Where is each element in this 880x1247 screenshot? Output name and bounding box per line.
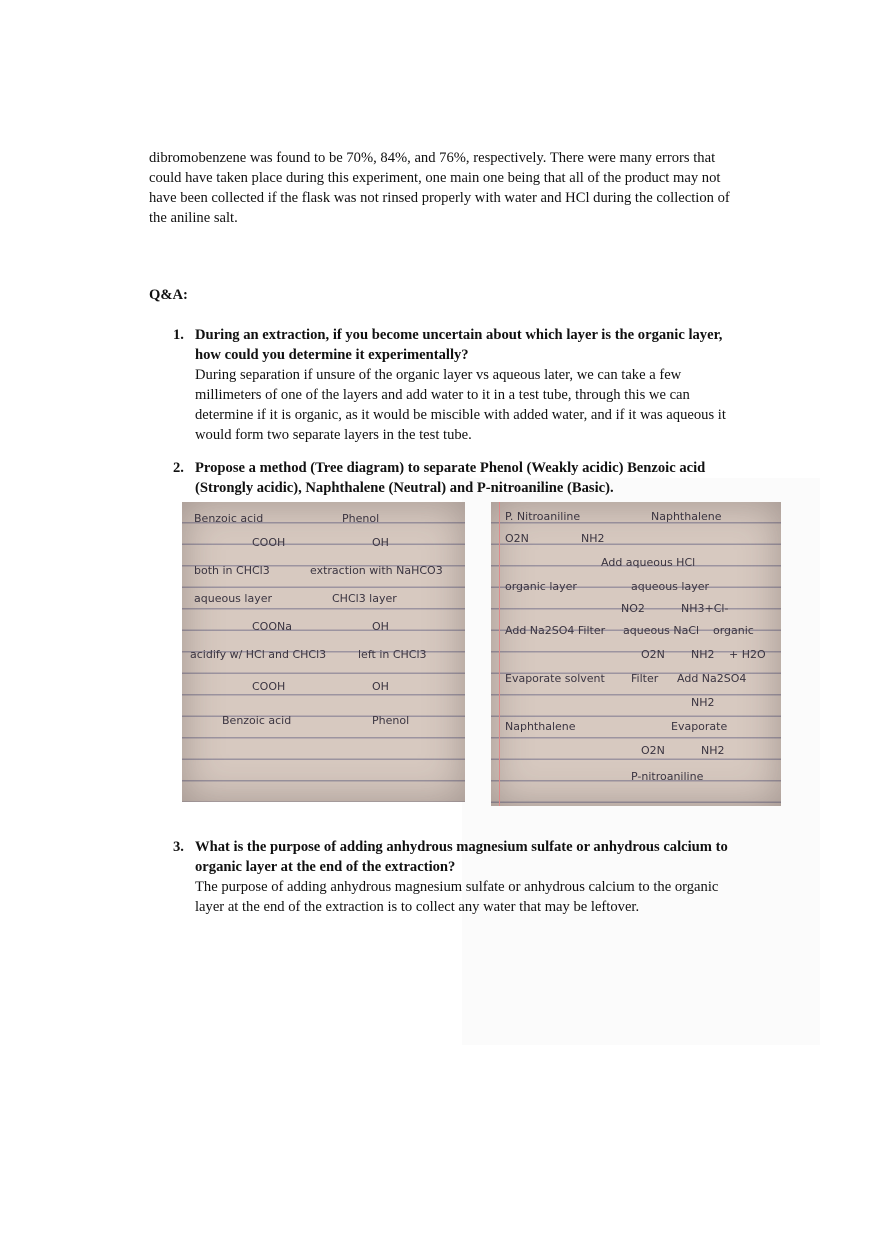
handwritten-notes-photo-right <box>491 502 781 806</box>
handwritten-label: aqueous layer <box>194 592 272 605</box>
handwritten-label: NH2 <box>581 532 605 545</box>
handwritten-label: COOH <box>252 536 286 549</box>
handwritten-label: acidify w/ HCl and CHCl3 <box>190 648 327 661</box>
handwritten-label: Filter <box>631 672 659 685</box>
question-number: 2. <box>173 460 184 476</box>
handwritten-label: NH3+Cl- <box>681 602 729 615</box>
handwritten-label: aqueous layer <box>631 580 709 593</box>
handwritten-label: organic <box>713 624 754 637</box>
handwritten-label: Naphthalene <box>505 720 576 733</box>
handwritten-label: Phenol <box>342 512 380 525</box>
handwritten-label: Add Na2SO4 Filter <box>505 624 606 637</box>
handwritten-label: COONa <box>252 620 292 633</box>
handwritten-label: NO2 <box>621 602 645 615</box>
handwritten-label: OH <box>372 680 389 693</box>
handwritten-label: Add aqueous HCl <box>601 556 696 569</box>
handwritten-label: Evaporate <box>671 720 728 733</box>
handwritten-label: NH2 <box>701 744 725 757</box>
handwritten-label: both in CHCl3 <box>194 564 270 577</box>
handwritten-notes-photo-left <box>182 502 465 802</box>
handwritten-label: left in CHCl3 <box>358 648 427 661</box>
handwritten-label: + H2O <box>729 648 766 661</box>
handwritten-label: COOH <box>252 680 286 693</box>
answer-text: During separation if unsure of the organic layer vs aqueous later, we can take a few millimeters of one of the layers and add water to it in a test tube, through this we can determine if it is organic, as it would be miscible with added water, and if it was aqueous it would form two separate layers in the test tube. <box>195 367 726 443</box>
handwritten-label: OH <box>372 620 389 633</box>
question-text: During an extraction, if you become uncertain about which layer is the organic layer, how could you determine it experimentally? <box>195 327 723 363</box>
handwritten-label: OH <box>372 536 389 549</box>
question-1 <box>149 325 739 445</box>
question-text: What is the purpose of adding anhydrous magnesium sulfate or anhydrous calcium to organic layer at the end of the extraction? <box>195 839 728 875</box>
question-number: 1. <box>173 327 184 343</box>
handwritten-label: P-nitroaniline <box>631 770 704 783</box>
handwritten-label: aqueous NaCl <box>623 624 700 637</box>
handwritten-label: NH2 <box>691 696 715 709</box>
handwritten-label: Evaporate solvent <box>505 672 605 685</box>
handwritten-label: P. Nitroaniline <box>505 510 581 523</box>
handwritten-label: O2N <box>505 532 529 545</box>
handwritten-label: CHCl3 layer <box>332 592 397 605</box>
question-2 <box>149 458 739 498</box>
question-text: Propose a method (Tree diagram) to separate Phenol (Weakly acidic) Benzoic acid (Strongly acidic), Naphthalene (Neutral) and P-nitroaniline (Basic). <box>195 460 706 496</box>
question-number: 3. <box>173 839 184 855</box>
handwritten-label: Benzoic acid <box>194 512 264 525</box>
handwritten-label: O2N <box>641 648 665 661</box>
handwritten-label: Add Na2SO4 <box>677 672 747 685</box>
answer-text: The purpose of adding anhydrous magnesium sulfate or anhydrous calcium to the organic layer at the end of the extraction is to collect any water that may be leftover. <box>195 879 719 915</box>
handwritten-label: O2N <box>641 744 665 757</box>
handwritten-label: extraction with NaHCO3 <box>310 564 443 577</box>
question-3 <box>149 837 739 917</box>
handwritten-label: Phenol <box>372 714 410 727</box>
qa-heading: Q&A: <box>149 287 188 303</box>
handwritten-label: Benzoic acid <box>222 714 292 727</box>
handwritten-label: NH2 <box>691 648 715 661</box>
intro-paragraph: dibromobenzene was found to be 70%, 84%, and 76%, respectively. There were many errors that could have taken place during this experiment, one main one being that all of the product may not have been collected if the flask was not rinsed properly with water and HCl during the collection of the aniline salt. <box>149 150 730 226</box>
handwritten-label: Naphthalene <box>651 510 722 523</box>
handwritten-label: organic layer <box>505 580 577 593</box>
